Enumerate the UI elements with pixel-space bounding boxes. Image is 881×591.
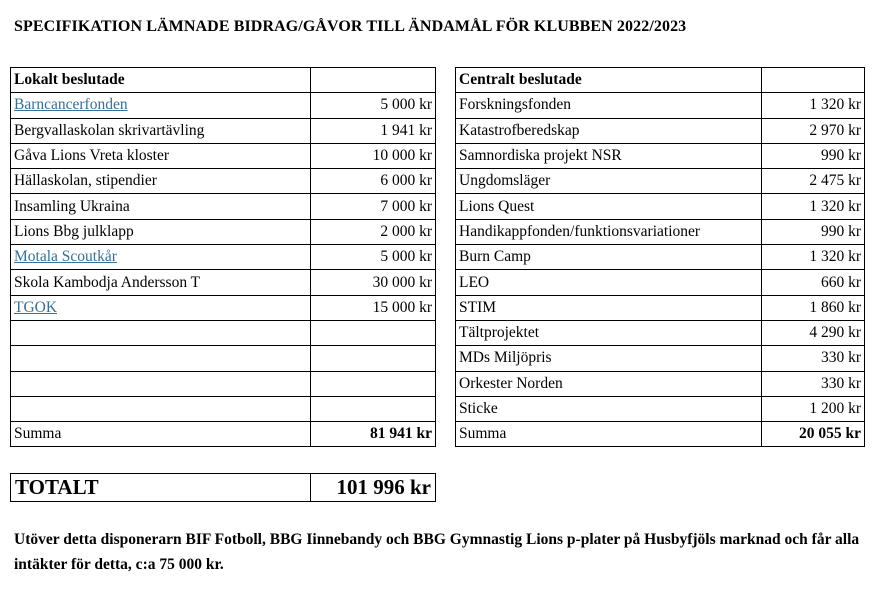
table-row [11, 118, 436, 143]
table-row [456, 93, 865, 118]
recipient-name: Katastrofberedskap [456, 118, 762, 143]
recipient-link[interactable]: TGOK [14, 298, 58, 316]
recipient-name: Skola Kambodja Andersson T [11, 270, 311, 295]
recipient-name-cell [11, 245, 311, 270]
table-row [11, 245, 436, 270]
table-header-row [11, 68, 436, 93]
table-row [456, 295, 865, 320]
central-contributions-table [455, 67, 865, 447]
recipient-amount: 2 475 kr [762, 169, 865, 194]
recipient-name: Tältprojektet [456, 320, 762, 345]
recipient-name-cell [11, 93, 311, 118]
recipient-amount: 6 000 kr [311, 169, 436, 194]
empty-cell [311, 396, 436, 421]
recipient-amount: 4 290 kr [762, 320, 865, 345]
recipient-amount: 330 kr [762, 346, 865, 371]
recipient-amount: 1 941 kr [311, 118, 436, 143]
empty-row [11, 396, 436, 421]
empty-cell [11, 320, 311, 345]
table-row [11, 169, 436, 194]
empty-cell [11, 371, 311, 396]
table-row [11, 194, 436, 219]
recipient-amount: 1 320 kr [762, 194, 865, 219]
empty-cell [11, 346, 311, 371]
table-row [456, 245, 865, 270]
empty-row [11, 371, 436, 396]
recipient-name: Forskningsfonden [456, 93, 762, 118]
table-heading-empty [311, 68, 436, 93]
recipient-name: Lions Bbg julklapp [11, 219, 311, 244]
recipient-name: Ungdomsläger [456, 169, 762, 194]
sum-row [456, 422, 865, 447]
recipient-amount: 15 000 kr [311, 295, 436, 320]
recipient-amount: 30 000 kr [311, 270, 436, 295]
empty-row [11, 346, 436, 371]
table-heading: Lokalt beslutade [11, 68, 311, 93]
recipient-amount: 330 kr [762, 371, 865, 396]
recipient-amount: 7 000 kr [311, 194, 436, 219]
table-row [456, 143, 865, 168]
table-row [11, 270, 436, 295]
recipient-amount: 1 860 kr [762, 295, 865, 320]
table-row [456, 270, 865, 295]
empty-cell [311, 346, 436, 371]
total-row [11, 474, 436, 502]
empty-cell [11, 396, 311, 421]
total-value: 101 996 kr [311, 474, 436, 502]
recipient-amount: 2 000 kr [311, 219, 436, 244]
recipient-link[interactable]: Barncancerfonden [14, 96, 128, 114]
recipient-name: Gåva Lions Vreta kloster [11, 143, 311, 168]
table-row [456, 118, 865, 143]
sum-label: Summa [456, 422, 762, 447]
recipient-amount: 5 000 kr [311, 93, 436, 118]
recipient-amount: 10 000 kr [311, 143, 436, 168]
sum-value: 81 941 kr [311, 422, 436, 447]
recipient-amount: 1 320 kr [762, 245, 865, 270]
recipient-name: LEO [456, 270, 762, 295]
recipient-amount: 5 000 kr [311, 245, 436, 270]
recipient-name: STIM [456, 295, 762, 320]
table-row [456, 194, 865, 219]
recipient-amount: 1 320 kr [762, 93, 865, 118]
table-row [11, 143, 436, 168]
table-heading-empty [762, 68, 865, 93]
recipient-name: MDs Miljöpris [456, 346, 762, 371]
table-row [456, 346, 865, 371]
table-heading: Centralt beslutade [456, 68, 762, 93]
recipient-name: Samnordiska projekt NSR [456, 143, 762, 168]
table-row [456, 219, 865, 244]
table-header-row [456, 68, 865, 93]
sum-label: Summa [11, 422, 311, 447]
table-row [456, 169, 865, 194]
recipient-amount: 990 kr [762, 143, 865, 168]
empty-cell [311, 320, 436, 345]
page-title: SPECIFIKATION LÄMNADE BIDRAG/GÅVOR TILL ÄNDAMÅL FÖR KLUBBEN 2022/2023 [14, 18, 687, 35]
sum-value: 20 055 kr [762, 422, 865, 447]
recipient-name-cell [11, 295, 311, 320]
local-contributions-table [10, 67, 436, 447]
recipient-name: Sticke [456, 396, 762, 421]
recipient-amount: 2 970 kr [762, 118, 865, 143]
recipient-name: Bergvallaskolan skrivartävling [11, 118, 311, 143]
recipient-amount: 990 kr [762, 219, 865, 244]
table-row [456, 371, 865, 396]
recipient-name: Handikappfonden/funktionsvariationer [456, 219, 762, 244]
total-table [10, 473, 436, 502]
recipient-name: Lions Quest [456, 194, 762, 219]
table-row [456, 320, 865, 345]
empty-row [11, 320, 436, 345]
sum-row [11, 422, 436, 447]
total-label: TOTALT [11, 474, 311, 502]
recipient-name: Hällaskolan, stipendier [11, 169, 311, 194]
table-row [11, 219, 436, 244]
table-row [11, 93, 436, 118]
recipient-name: Orkester Norden [456, 371, 762, 396]
recipient-name: Burn Camp [456, 245, 762, 270]
recipient-link[interactable]: Motala Scoutkår [14, 248, 117, 266]
recipient-amount: 660 kr [762, 270, 865, 295]
recipient-amount: 1 200 kr [762, 396, 865, 421]
footnote: Utöver detta disponerarn BIF Fotboll, BBG Iinnebandy och BBG Gymnastig Lions p-plater på Husbyfjöls marknad och får alla intäkter för detta, c:a 75 000 kr. [14, 531, 860, 573]
recipient-name: Insamling Ukraina [11, 194, 311, 219]
table-row [11, 295, 436, 320]
empty-cell [311, 371, 436, 396]
table-row [456, 396, 865, 421]
